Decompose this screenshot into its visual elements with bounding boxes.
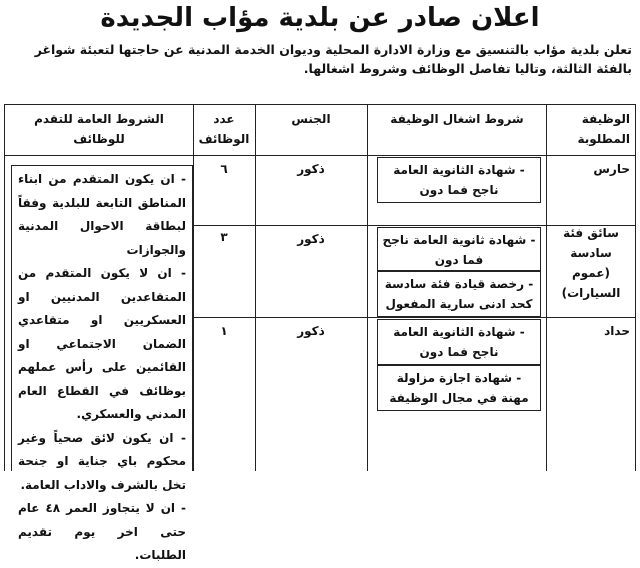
column-divider <box>255 105 256 471</box>
column-divider <box>367 105 368 471</box>
general-condition-item: - ان لا يتجاوز العمر ٤٨ عام حتى اخر يوم تقديم الطلبات. <box>18 501 186 562</box>
row-1-requirement-1: - شهادة الثانوية العامة ناجح فما دون <box>377 157 541 203</box>
general-condition-item: - ان يكون لائق صحياً وغير محكوم باي جناية او جنحة تخل بالشرف والاداب العامة. <box>18 430 186 492</box>
general-conditions <box>11 165 193 562</box>
general-condition-item: - ان يكون المتقدم من ابناء المناطق التابعة للبلدية وفقاً لبطاقة الاحوال المدنية والجوازات <box>18 172 186 257</box>
row-3-count: ١ <box>220 324 228 338</box>
row-1-gender: ذكور <box>297 162 325 176</box>
announcement-title: اعلان صادر عن بلدية مؤاب الجديدة <box>100 3 540 33</box>
jobs-table <box>4 104 636 562</box>
row-2-job: سائق فئة سادسة (عموم السيارات) <box>561 226 621 300</box>
header-requirements: شروط اشغال الوظيفة <box>390 112 524 126</box>
header-job: الوظيفة المطلوبة <box>577 112 630 146</box>
announcement-intro: تعلن بلدية مؤاب بالتنسيق مع وزارة الادارة المحلية وديوان الخدمة المدنية عن حاجتها لتعبئة شواغر بالفئة الثالثة، وتاليا تفاصل الوظائف وشروط اشغالها. <box>34 42 632 76</box>
column-divider <box>546 105 547 471</box>
row-2-gender: ذكور <box>297 232 325 246</box>
row-1-count: ٦ <box>220 162 228 176</box>
row-3-gender: ذكور <box>297 324 325 338</box>
row-1-job: حارس <box>593 162 630 176</box>
header-count: عدد الوظائف <box>198 112 250 146</box>
column-divider <box>193 105 194 471</box>
row-3-requirement-2: - شهادة اجازة مزاولة مهنة في مجال الوظيفة <box>377 365 541 411</box>
row-2-requirement-2: - رخصة قيادة فئة سادسة كحد ادنى سارية المفعول <box>377 271 541 317</box>
row-3-requirement-1: - شهادة الثانوية العامة ناجح فما دون <box>377 319 541 365</box>
row-3-job: حداد <box>604 324 630 338</box>
row-2-count: ٣ <box>220 230 228 244</box>
header-gender: الجنس <box>291 112 331 126</box>
header-general-conditions: الشروط العامة للتقدم للوظائف <box>34 112 164 146</box>
row-divider <box>193 317 635 318</box>
general-condition-item: - ان لا يكون المتقدم من المتقاعدين المدنيين او العسكريين او متقاعدي الضمان الاجتماعي او القائمين على رأس عملهم بوظائف في القطاع العام المدني والعسكري. <box>18 266 186 421</box>
row-2-requirement-1: - شهادة ثانوية العامة ناجح فما دون <box>377 227 541 271</box>
header-divider <box>5 155 635 156</box>
